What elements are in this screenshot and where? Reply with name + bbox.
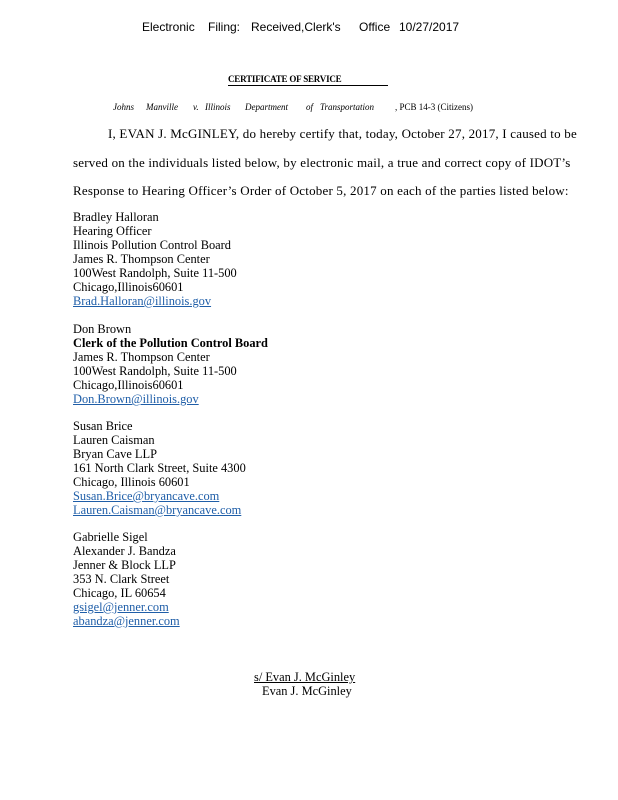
recipient-organization: Jenner & Block LLP xyxy=(73,558,176,572)
recipient-name: Bradley Halloran xyxy=(73,210,159,224)
recipient-organization: Bryan Cave LLP xyxy=(73,447,157,461)
recipient-address-line: 161 North Clark Street, Suite 4300 xyxy=(73,461,246,475)
recipient-address-line: 100West Randolph, Suite 11-500 xyxy=(73,364,237,378)
recipient-name: Susan Brice xyxy=(73,419,133,433)
caption-versus: v. xyxy=(193,102,199,112)
recipient-email-link[interactable]: Don.Brown@illinois.gov xyxy=(73,392,199,406)
recipient-block xyxy=(73,322,268,406)
recipient-city: Chicago,Illinois60601 xyxy=(73,378,184,392)
caption-defendant2: Department xyxy=(245,102,288,112)
recipient-title: Hearing Officer xyxy=(73,224,152,238)
filing-received: Received,Clerk's xyxy=(251,20,341,34)
recipient-email-link[interactable]: abandza@jenner.com xyxy=(73,614,180,628)
recipient-block xyxy=(73,210,237,308)
recipient-block xyxy=(73,530,180,628)
filing-electronic: Electronic xyxy=(142,20,195,34)
recipient-address-line: 100West Randolph, Suite 11-500 xyxy=(73,266,237,280)
filing-office: Office xyxy=(359,20,391,34)
signature-line: s/ Evan J. McGinley xyxy=(254,670,356,684)
recipient-name: Lauren Caisman xyxy=(73,433,155,447)
recipient-address-line: James R. Thompson Center xyxy=(73,350,210,364)
recipient-city: Chicago, IL 60654 xyxy=(73,586,166,600)
recipient-name: Don Brown xyxy=(73,322,132,336)
recipient-organization: Illinois Pollution Control Board xyxy=(73,238,231,252)
recipient-name: Gabrielle Sigel xyxy=(73,530,148,544)
caption-defendant4: Transportation xyxy=(320,102,375,112)
title-underline xyxy=(228,85,388,86)
recipient-city: Chicago,Illinois60601 xyxy=(73,280,184,294)
signer-name: Evan J. McGinley xyxy=(262,684,352,698)
filing-date: 10/27/2017 xyxy=(399,20,460,34)
paragraph-line-1: I, EVAN J. McGINLEY, do hereby certify that, today, October 27, 2017, I caused to be xyxy=(108,126,577,141)
filing-stamp xyxy=(0,20,618,38)
paragraph-line-2: served on the individuals listed below, by electronic mail, a true and correct copy of IDOT’s xyxy=(73,155,571,170)
recipient-email-link[interactable]: Susan.Brice@bryancave.com xyxy=(73,489,220,503)
caption-defendant3: of xyxy=(306,102,314,112)
recipient-email-link[interactable]: gsigel@jenner.com xyxy=(73,600,169,614)
recipient-address-line: 353 N. Clark Street xyxy=(73,572,170,586)
recipient-title: Clerk of the Pollution Control Board xyxy=(73,336,268,350)
caption-case-number: , PCB 14-3 (Citizens) xyxy=(395,102,473,112)
filing-filing: Filing: xyxy=(208,20,241,34)
recipient-block xyxy=(73,419,246,517)
recipient-address-line: James R. Thompson Center xyxy=(73,252,210,266)
case-caption xyxy=(0,102,618,116)
caption-defendant1: Illinois xyxy=(205,102,231,112)
recipient-name: Alexander J. Bandza xyxy=(73,544,176,558)
document-title: CERTIFICATE OF SERVICE xyxy=(228,74,342,84)
paragraph-line-3: Response to Hearing Officer’s Order of October 5, 2017 on each of the parties listed below: xyxy=(73,183,569,198)
recipient-email-link[interactable]: Lauren.Caisman@bryancave.com xyxy=(73,503,242,517)
caption-plaintiff2: Manville xyxy=(146,102,178,112)
caption-plaintiff: Johns xyxy=(113,102,134,112)
recipient-email-link[interactable]: Brad.Halloran@illinois.gov xyxy=(73,294,212,308)
recipient-city: Chicago, Illinois 60601 xyxy=(73,475,190,489)
